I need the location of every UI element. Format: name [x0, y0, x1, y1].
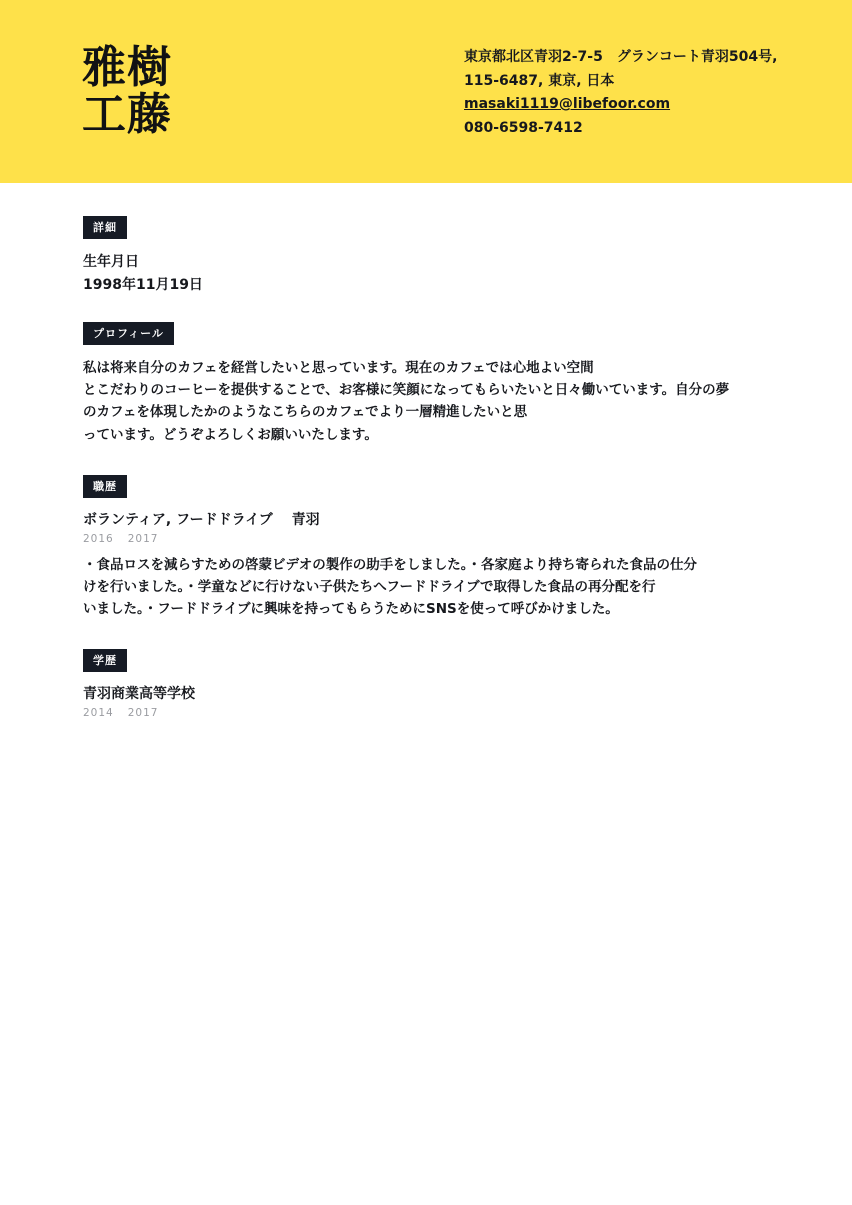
career-entry-title: ボランティア, フードドライブ 青羽	[83, 512, 320, 528]
email-link[interactable]: masaki1119@libefoor.com	[464, 96, 671, 112]
career-entry-years	[83, 533, 158, 545]
education-start-year: 2014	[83, 707, 114, 719]
birthday-value: 1998年11月19日	[83, 277, 203, 293]
career-description-line: いました。・フードドライブに興味を持ってもらうためにSNSを使って呼びかけました。	[83, 601, 619, 618]
career-end-year: 2017	[127, 533, 159, 545]
address-line-1: 東京都北区青羽2-7-5 グランコート青羽504号,	[464, 49, 778, 65]
name-line-1: 雅樹	[82, 42, 172, 93]
contact-block	[464, 46, 777, 140]
section-heading-profile: プロフィール	[83, 322, 174, 345]
profile-line: っています。どうぞよろしくお願いいたします。	[83, 426, 378, 443]
address-line-2: 115-6487, 東京, 日本	[464, 72, 615, 89]
education-entry-years	[83, 707, 158, 719]
phone-number: 080-6598-7412	[464, 119, 583, 136]
career-description-line: けを行いました。・学童などに行けない子供たちへフードドライブで取得した食品の再分配を行	[83, 579, 656, 596]
name-line-2: 工藤	[82, 89, 172, 140]
candidate-name	[82, 44, 172, 138]
section-heading-details: 詳細	[83, 216, 127, 239]
profile-line: とこだわりのコーヒーを提供することで、お客様に笑顔になってもらいたいと日々働いています。自分の夢	[83, 382, 730, 399]
profile-line: のカフェを体現したかのようなこちらのカフェでより一層精進したいと思	[83, 404, 528, 421]
birthday-label: 生年月日	[83, 254, 139, 270]
profile-text	[83, 357, 729, 446]
education-end-year: 2017	[127, 707, 159, 719]
career-start-year: 2016	[83, 533, 114, 545]
career-entry-description	[83, 554, 697, 621]
career-description-line: ・食品ロスを減らすための啓蒙ビデオの製作の助手をしました。・各家庭より持ち寄られた食品の仕分	[83, 557, 697, 573]
profile-line: 私は将来自分のカフェを経営したいと思っています。現在のカフェでは心地よい空間	[83, 360, 594, 376]
education-entry-school: 青羽商業高等学校	[83, 686, 195, 702]
resume-header	[0, 0, 852, 183]
section-heading-education: 学歴	[83, 649, 127, 672]
section-heading-career: 職歴	[83, 475, 127, 498]
